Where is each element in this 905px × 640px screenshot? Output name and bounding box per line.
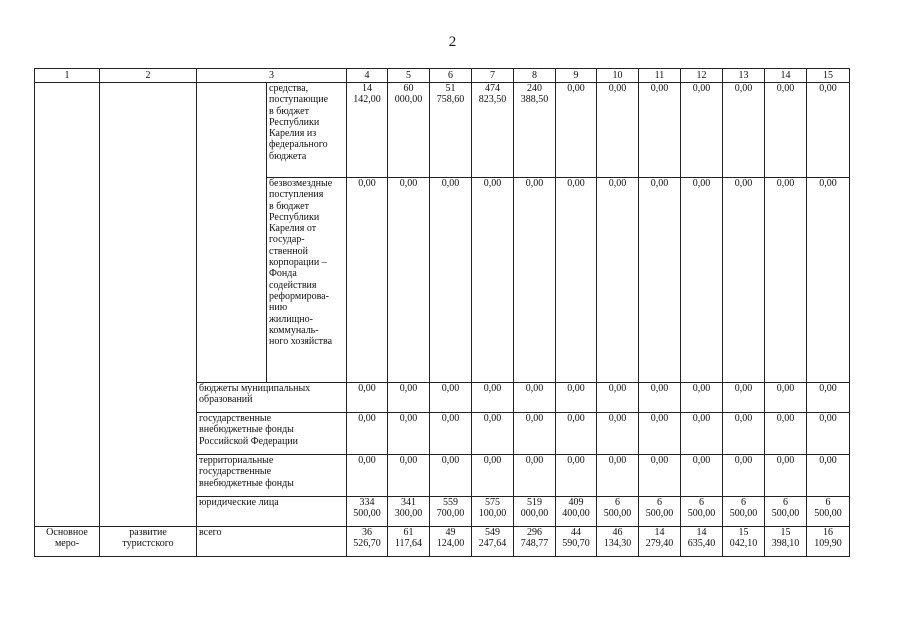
value-cell: 0,00 [681,383,723,413]
header-cell-5: 5 [388,69,430,83]
value-cell: 0,00 [639,455,681,497]
header-cell-10: 10 [597,69,639,83]
value-cell: 409 400,00 [556,497,597,527]
value-cell: 0,00 [472,413,514,455]
value-cell: 46 134,30 [597,527,639,557]
col2-cell: развитие туристского [100,527,197,557]
value-cell: 6 500,00 [639,497,681,527]
value-cell: 6 500,00 [597,497,639,527]
value-cell: 0,00 [765,83,807,178]
header-cell-15: 15 [807,69,850,83]
header-cell-14: 14 [765,69,807,83]
value-cell: 36 526,70 [347,527,388,557]
header-row [35,69,850,83]
value-cell: 0,00 [639,178,681,383]
value-cell: 0,00 [807,83,850,178]
budget-table [34,68,850,557]
table-row [35,83,850,178]
row-label: бюджеты муниципальных образований [197,383,347,413]
value-cell: 0,00 [472,383,514,413]
value-cell: 0,00 [681,455,723,497]
value-cell: 0,00 [765,413,807,455]
value-cell: 0,00 [388,383,430,413]
value-cell: 0,00 [388,455,430,497]
value-cell: 549 247,64 [472,527,514,557]
value-cell: 51 758,60 [430,83,472,178]
value-cell: 0,00 [639,83,681,178]
value-cell: 6 500,00 [723,497,765,527]
header-cell-4: 4 [347,69,388,83]
value-cell: 0,00 [807,383,850,413]
value-cell: 0,00 [681,413,723,455]
value-cell: 0,00 [723,83,765,178]
value-cell: 6 500,00 [807,497,850,527]
row-label: территориальные государственные внебюджетные фонды [197,455,347,497]
value-cell: 0,00 [597,383,639,413]
header-cell-9: 9 [556,69,597,83]
value-cell: 14 635,40 [681,527,723,557]
value-cell: 0,00 [807,413,850,455]
value-cell: 0,00 [472,455,514,497]
value-cell: 49 124,00 [430,527,472,557]
row-label: безвозмездные поступления в бюджет Республики Карелия от государ- ственной корпорации – Фонда содействия реформирова- нию жилищно- коммуналь- ного хозяйства [267,178,347,383]
value-cell: 0,00 [556,413,597,455]
value-cell: 0,00 [388,178,430,383]
value-cell: 0,00 [639,413,681,455]
value-cell: 0,00 [681,83,723,178]
header-cell-13: 13 [723,69,765,83]
value-cell: 0,00 [514,383,556,413]
value-cell: 0,00 [430,413,472,455]
header-cell-11: 11 [639,69,681,83]
value-cell: 16 109,90 [807,527,850,557]
value-cell: 0,00 [597,455,639,497]
value-cell: 44 590,70 [556,527,597,557]
value-cell: 60 000,00 [388,83,430,178]
value-cell: 296 748,77 [514,527,556,557]
header-cell-2: 2 [100,69,197,83]
value-cell: 559 700,00 [430,497,472,527]
value-cell: 0,00 [347,178,388,383]
value-cell: 0,00 [556,178,597,383]
value-cell: 6 500,00 [765,497,807,527]
value-cell: 519 000,00 [514,497,556,527]
value-cell: 0,00 [723,178,765,383]
value-cell: 0,00 [765,178,807,383]
value-cell: 0,00 [597,413,639,455]
value-cell: 575 100,00 [472,497,514,527]
value-cell: 0,00 [723,383,765,413]
table-row [35,527,850,557]
value-cell: 474 823,50 [472,83,514,178]
value-cell: 0,00 [765,455,807,497]
header-cell-6: 6 [430,69,472,83]
value-cell: 334 500,00 [347,497,388,527]
value-cell: 0,00 [514,178,556,383]
value-cell: 0,00 [430,178,472,383]
value-cell: 0,00 [807,455,850,497]
header-cell-3: 3 [197,69,347,83]
value-cell: 0,00 [430,383,472,413]
value-cell: 0,00 [514,413,556,455]
col1-cell: Основное меро- [35,527,100,557]
value-cell: 0,00 [556,383,597,413]
value-cell: 240 388,50 [514,83,556,178]
value-cell: 0,00 [597,178,639,383]
page-number: 2 [448,34,457,50]
header-cell-12: 12 [681,69,723,83]
value-cell: 0,00 [765,383,807,413]
header-cell-7: 7 [472,69,514,83]
row-label: всего [197,527,347,557]
header-cell-1: 1 [35,69,100,83]
value-cell: 61 117,64 [388,527,430,557]
value-cell: 15 042,10 [723,527,765,557]
value-cell: 0,00 [639,383,681,413]
value-cell: 14 279,40 [639,527,681,557]
value-cell: 0,00 [723,413,765,455]
value-cell: 14 142,00 [347,83,388,178]
row-label: средства, поступающие в бюджет Республики Карелия из федерального бюджета [267,83,347,178]
value-cell: 0,00 [388,413,430,455]
value-cell: 341 300,00 [388,497,430,527]
value-cell: 0,00 [472,178,514,383]
row-label: юридические лица [197,497,347,527]
value-cell: 0,00 [347,383,388,413]
value-cell: 0,00 [514,455,556,497]
value-cell: 0,00 [556,83,597,178]
value-cell: 0,00 [347,413,388,455]
value-cell: 6 500,00 [681,497,723,527]
value-cell: 0,00 [807,178,850,383]
value-cell: 0,00 [723,455,765,497]
col1-cell [35,83,100,527]
row-label: государственные внебюджетные фонды Российской Федерации [197,413,347,455]
value-cell: 15 398,10 [765,527,807,557]
value-cell: 0,00 [347,455,388,497]
value-cell: 0,00 [597,83,639,178]
value-cell: 0,00 [681,178,723,383]
value-cell: 0,00 [430,455,472,497]
col3-group-cell [197,83,267,383]
header-cell-8: 8 [514,69,556,83]
col2-cell [100,83,197,527]
value-cell: 0,00 [556,455,597,497]
